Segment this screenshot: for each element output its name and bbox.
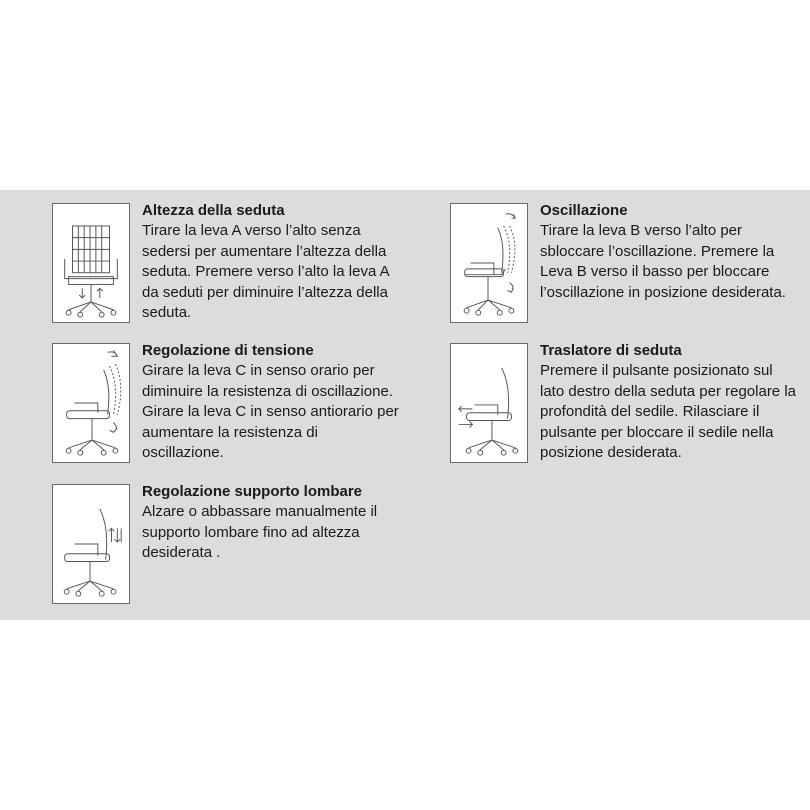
- section-body: Tirare la leva B verso l’alto per sbloccare l’oscillazione. Premere la Leva B verso il basso per bloccare l’oscillazione in posizione desiderata.: [540, 222, 786, 301]
- chair-seat-slider-icon: [450, 343, 528, 463]
- chair-height-icon: [52, 203, 130, 323]
- section-body: Girare la leva C in senso orario per diminuire la resistenza di oscillazione. Girare la leva C in senso antiorario per aumentare la resistenza di oscillazione.: [142, 362, 399, 461]
- section-title: Regolazione supporto lombare: [142, 483, 363, 500]
- chair-tilt-icon: [450, 203, 528, 323]
- section-title: Traslatore di seduta: [540, 342, 682, 359]
- section-title: Altezza della seduta: [142, 202, 285, 219]
- chair-lumbar-icon: [52, 484, 130, 604]
- section-title: Oscillazione: [540, 202, 628, 219]
- section-body: Premere il pulsante posizionato sul lato destro della seduta per regolare la profondità del sedile. Rilasciare il pulsante per bloccare il sedile nella posizione desiderata.: [540, 362, 796, 461]
- section-body: Alzare o abbassare manualmente il supporto lombare fino ad altezza desiderata .: [142, 503, 378, 561]
- chair-tension-icon: [52, 343, 130, 463]
- section-title: Regolazione di tensione: [142, 342, 314, 359]
- section-body: Tirare la leva A verso l’alto senza sedersi per aumentare l’altezza della seduta. Premere verso l’alto la leva A da seduti per diminuire l’altezza della seduta.: [142, 222, 389, 321]
